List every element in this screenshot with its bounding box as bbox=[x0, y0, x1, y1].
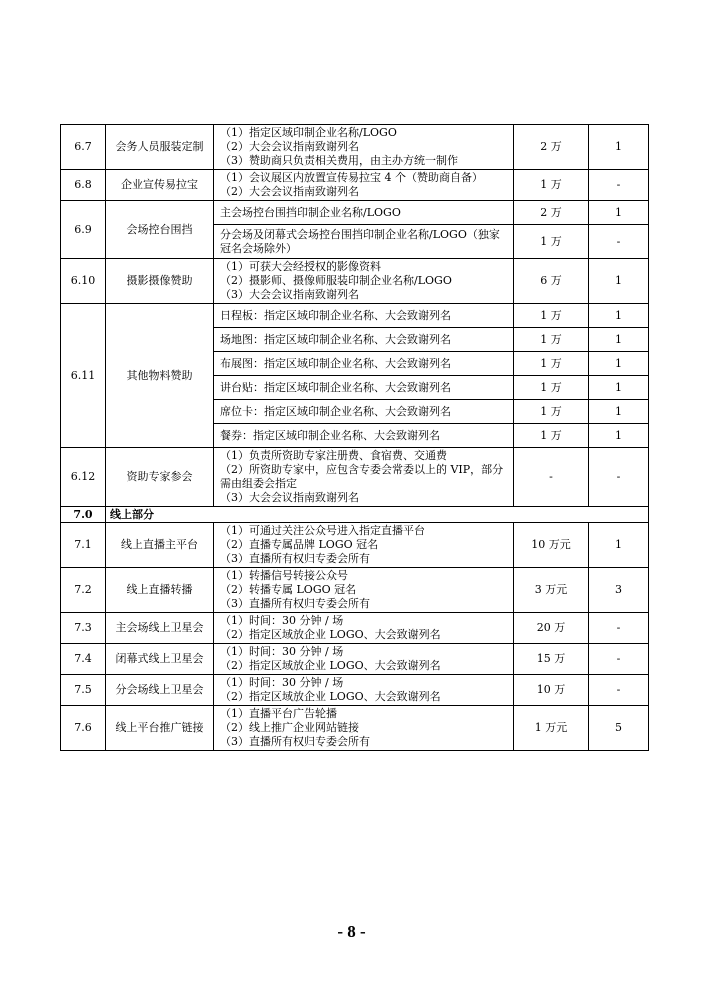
item-price: 20 万 bbox=[514, 613, 589, 644]
item-description bbox=[214, 706, 514, 751]
description-line: （1）转播信号转接公众号 bbox=[220, 569, 348, 582]
item-description bbox=[214, 400, 514, 424]
item-name: 线上直播主平台 bbox=[106, 523, 214, 568]
item-price: 1 万 bbox=[514, 170, 589, 201]
item-quantity: - bbox=[589, 225, 649, 259]
item-description bbox=[214, 568, 514, 613]
item-quantity: - bbox=[589, 675, 649, 706]
item-quantity: 1 bbox=[589, 304, 649, 328]
description-line: （3）大会会议指南致谢列名 bbox=[220, 288, 359, 301]
item-name: 摄影摄像赞助 bbox=[106, 259, 214, 304]
description-line: （3）直播所有权归专委会所有 bbox=[220, 597, 370, 610]
item-name: 会场控台围挡 bbox=[106, 201, 214, 259]
item-number: 6.11 bbox=[61, 304, 106, 448]
table-row bbox=[61, 523, 649, 568]
description-line: （1）时间：30 分钟 / 场 bbox=[220, 645, 344, 658]
table-row bbox=[61, 259, 649, 304]
table-body bbox=[61, 125, 649, 751]
item-quantity: 1 bbox=[589, 352, 649, 376]
item-number: 7.6 bbox=[61, 706, 106, 751]
item-description bbox=[214, 125, 514, 170]
item-price: 10 万元 bbox=[514, 523, 589, 568]
section-header-row bbox=[61, 507, 649, 523]
description-line: （1）时间：30 分钟 / 场 bbox=[220, 676, 344, 689]
item-quantity: 1 bbox=[589, 125, 649, 170]
description-line: （3）大会会议指南致谢列名 bbox=[220, 491, 359, 504]
item-number: 7.2 bbox=[61, 568, 106, 613]
description-line: （3）直播所有权归专委会所有 bbox=[220, 735, 370, 748]
description-line: （1）时间：30 分钟 / 场 bbox=[220, 614, 344, 627]
description-line: （2）直播专属品牌 LOGO 冠名 bbox=[220, 538, 379, 551]
table-row bbox=[61, 675, 649, 706]
item-price: 1 万 bbox=[514, 424, 589, 448]
item-description bbox=[214, 328, 514, 352]
description-line: （2）线上推广企业网站链接 bbox=[220, 721, 359, 734]
item-number: 7.1 bbox=[61, 523, 106, 568]
item-name: 闭幕式线上卫星会 bbox=[106, 644, 214, 675]
description-line: （2）所资助专家中，应包含专委会常委以上的 VIP，部分需由组委会指定 bbox=[220, 463, 504, 490]
item-name: 线上直播转播 bbox=[106, 568, 214, 613]
description-line: 讲台贴：指定区域印制企业名称、大会致谢列名 bbox=[220, 380, 451, 394]
item-quantity: 1 bbox=[589, 400, 649, 424]
item-price: - bbox=[514, 448, 589, 507]
description-line: （1）可获大会经授权的影像资料 bbox=[220, 260, 381, 273]
item-price: 15 万 bbox=[514, 644, 589, 675]
table-row bbox=[61, 304, 649, 328]
item-name: 会务人员服装定制 bbox=[106, 125, 214, 170]
description-line: 场地图：指定区域印制企业名称、大会致谢列名 bbox=[220, 332, 451, 346]
item-name: 资助专家参会 bbox=[106, 448, 214, 507]
item-quantity: 1 bbox=[589, 201, 649, 225]
description-line: （3）赞助商只负责相关费用，由主办方统一制作 bbox=[220, 154, 458, 167]
description-line: 主会场控台围挡印制企业名称/LOGO bbox=[220, 205, 401, 219]
table-row bbox=[61, 613, 649, 644]
description-line: 分会场及闭幕式会场控台围挡印制企业名称/LOGO（独家冠名会场除外） bbox=[220, 227, 500, 255]
item-price: 3 万元 bbox=[514, 568, 589, 613]
item-quantity: - bbox=[589, 644, 649, 675]
item-number: 6.10 bbox=[61, 259, 106, 304]
description-line: （1）可通过关注公众号进入指定直播平台 bbox=[220, 524, 425, 537]
table-row bbox=[61, 568, 649, 613]
section-number: 7.0 bbox=[61, 507, 106, 523]
item-description bbox=[214, 376, 514, 400]
table-row bbox=[61, 706, 649, 751]
sponsorship-table bbox=[60, 124, 649, 751]
item-number: 7.4 bbox=[61, 644, 106, 675]
item-price: 6 万 bbox=[514, 259, 589, 304]
description-line: （2）大会会议指南致谢列名 bbox=[220, 185, 359, 198]
item-price: 1 万 bbox=[514, 352, 589, 376]
description-line: （1）负责所资助专家注册费、食宿费、交通费 bbox=[220, 449, 447, 462]
description-line: 日程板：指定区域印制企业名称、大会致谢列名 bbox=[220, 308, 451, 322]
item-price: 1 万元 bbox=[514, 706, 589, 751]
item-quantity: 1 bbox=[589, 424, 649, 448]
table-row bbox=[61, 448, 649, 507]
description-line: （3）直播所有权归专委会所有 bbox=[220, 552, 370, 565]
sponsorship-table-container bbox=[60, 124, 648, 751]
item-quantity: 5 bbox=[589, 706, 649, 751]
item-description bbox=[214, 352, 514, 376]
description-line: （1）会议展区内放置宣传易拉宝 4 个（赞助商自备） bbox=[220, 171, 483, 184]
description-line: （2）指定区域放企业 LOGO、大会致谢列名 bbox=[220, 628, 441, 641]
description-line: 餐券：指定区域印制企业名称、大会致谢列名 bbox=[220, 428, 440, 442]
item-price: 1 万 bbox=[514, 225, 589, 259]
item-name: 主会场线上卫星会 bbox=[106, 613, 214, 644]
item-name: 企业宣传易拉宝 bbox=[106, 170, 214, 201]
description-line: （2）大会会议指南致谢列名 bbox=[220, 140, 359, 153]
item-description bbox=[214, 201, 514, 225]
item-price: 1 万 bbox=[514, 376, 589, 400]
item-quantity: 1 bbox=[589, 328, 649, 352]
item-name: 分会场线上卫星会 bbox=[106, 675, 214, 706]
page-number: - 8 - bbox=[337, 922, 366, 941]
item-price: 2 万 bbox=[514, 125, 589, 170]
item-price: 2 万 bbox=[514, 201, 589, 225]
item-number: 7.5 bbox=[61, 675, 106, 706]
item-description bbox=[214, 225, 514, 259]
item-description bbox=[214, 259, 514, 304]
item-description bbox=[214, 424, 514, 448]
item-description bbox=[214, 675, 514, 706]
description-line: 布展图：指定区域印制企业名称、大会致谢列名 bbox=[220, 356, 451, 370]
item-price: 10 万 bbox=[514, 675, 589, 706]
item-quantity: 3 bbox=[589, 568, 649, 613]
item-quantity: 1 bbox=[589, 376, 649, 400]
description-line: （2）指定区域放企业 LOGO、大会致谢列名 bbox=[220, 659, 441, 672]
item-number: 7.3 bbox=[61, 613, 106, 644]
description-line: （2）摄影师、摄像师服装印制企业名称/LOGO bbox=[220, 274, 452, 287]
item-price: 1 万 bbox=[514, 304, 589, 328]
item-quantity: - bbox=[589, 613, 649, 644]
item-quantity: - bbox=[589, 448, 649, 507]
item-number: 6.7 bbox=[61, 125, 106, 170]
item-price: 1 万 bbox=[514, 328, 589, 352]
item-name: 线上平台推广链接 bbox=[106, 706, 214, 751]
item-description bbox=[214, 644, 514, 675]
section-title: 线上部分 bbox=[106, 507, 649, 523]
item-description bbox=[214, 304, 514, 328]
item-quantity: - bbox=[589, 170, 649, 201]
table-row bbox=[61, 644, 649, 675]
item-name: 其他物料赞助 bbox=[106, 304, 214, 448]
description-line: （2）转播专属 LOGO 冠名 bbox=[220, 583, 357, 596]
description-line: （1）直播平台广告轮播 bbox=[220, 707, 337, 720]
item-description bbox=[214, 170, 514, 201]
table-row bbox=[61, 170, 649, 201]
item-quantity: 1 bbox=[589, 259, 649, 304]
table-row bbox=[61, 201, 649, 225]
item-quantity: 1 bbox=[589, 523, 649, 568]
table-row bbox=[61, 125, 649, 170]
item-number: 6.9 bbox=[61, 201, 106, 259]
description-line: （1）指定区域印制企业名称/LOGO bbox=[220, 126, 397, 139]
item-description bbox=[214, 448, 514, 507]
description-line: （2）指定区域放企业 LOGO、大会致谢列名 bbox=[220, 690, 441, 703]
item-description bbox=[214, 523, 514, 568]
item-number: 6.12 bbox=[61, 448, 106, 507]
item-description bbox=[214, 613, 514, 644]
item-number: 6.8 bbox=[61, 170, 106, 201]
item-price: 1 万 bbox=[514, 400, 589, 424]
description-line: 席位卡：指定区域印制企业名称、大会致谢列名 bbox=[220, 404, 451, 418]
